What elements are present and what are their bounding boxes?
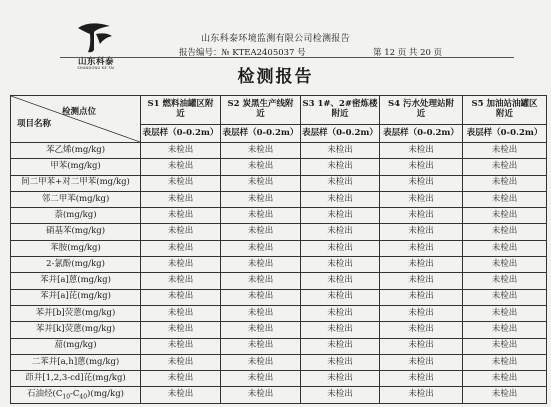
table-row (11, 338, 547, 354)
result-cell: 未检出 (463, 371, 547, 387)
result-cell: 未检出 (380, 322, 463, 338)
result-cell: 未检出 (221, 224, 301, 240)
result-cell: 未检出 (380, 338, 463, 354)
result-cell: 未检出 (141, 143, 221, 159)
result-cell: 未检出 (141, 208, 221, 224)
result-cell: 未检出 (463, 273, 547, 289)
sample-depth-label: 表层样（0-0.2m） (221, 125, 301, 143)
result-cell: 未检出 (380, 191, 463, 207)
result-cell: 未检出 (301, 371, 380, 387)
result-cell: 未检出 (380, 289, 463, 305)
result-cell: 未检出 (463, 305, 547, 321)
result-cell: 未检出 (221, 175, 301, 191)
page-number: 第 12 页 共 20 页 (373, 48, 443, 58)
table-row (11, 240, 547, 256)
table-row (11, 224, 547, 240)
result-cell: 未检出 (380, 240, 463, 256)
company-name: 山东科泰环境监测有限公司检测报告 (201, 34, 350, 44)
result-cell: 未检出 (221, 208, 301, 224)
logo-text-en: SHANDONG KE TAI (77, 66, 115, 70)
table-row (11, 354, 547, 370)
logo-text-cn: 山东科泰 (77, 57, 114, 67)
result-cell: 未检出 (141, 257, 221, 273)
report-number: 报告编号：№ KTEA2405037 号 (179, 48, 306, 58)
result-cell: 未检出 (141, 175, 221, 191)
result-cell: 未检出 (463, 143, 547, 159)
result-cell: 未检出 (463, 387, 547, 403)
results-table (10, 95, 547, 404)
item-name: 苯胺(mg/kg) (11, 240, 141, 256)
result-cell: 未检出 (221, 191, 301, 207)
table-row (11, 175, 547, 191)
result-cell: 未检出 (141, 224, 221, 240)
result-cell: 未检出 (380, 354, 463, 370)
result-cell: 未检出 (221, 159, 301, 175)
item-name: 苯并[a]蒽(mg/kg) (11, 273, 141, 289)
result-cell: 未检出 (301, 175, 380, 191)
result-cell: 未检出 (301, 143, 380, 159)
item-name: 硝基苯(mg/kg) (11, 224, 141, 240)
result-cell: 未检出 (463, 208, 547, 224)
result-cell: 未检出 (380, 159, 463, 175)
result-cell: 未检出 (380, 143, 463, 159)
result-cell: 未检出 (141, 371, 221, 387)
result-cell: 未检出 (221, 273, 301, 289)
result-cell: 未检出 (221, 387, 301, 403)
result-cell: 未检出 (463, 159, 547, 175)
result-cell: 未检出 (141, 159, 221, 175)
table-row (11, 387, 547, 403)
result-cell: 未检出 (380, 257, 463, 273)
result-cell: 未检出 (380, 175, 463, 191)
result-cell: 未检出 (301, 159, 380, 175)
item-name: 苯并[a]芘(mg/kg) (11, 289, 141, 305)
document-title: 检测报告 (237, 67, 314, 87)
result-cell: 未检出 (301, 240, 380, 256)
sample-depth-label: 表层样（0-0.2m） (463, 125, 547, 143)
item-name: 2-氯酚(mg/kg) (11, 257, 141, 273)
sample-depth-label: 表层样（0-0.2m） (141, 125, 221, 143)
result-cell: 未检出 (301, 387, 380, 403)
result-cell: 未检出 (301, 354, 380, 370)
table-row (11, 143, 547, 159)
result-cell: 未检出 (301, 208, 380, 224)
result-cell: 未检出 (380, 273, 463, 289)
corner-cell (11, 96, 141, 143)
result-cell: 未检出 (221, 240, 301, 256)
result-cell: 未检出 (221, 143, 301, 159)
result-cell: 未检出 (141, 273, 221, 289)
item-name: 苯并[k]荧蒽(mg/kg) (11, 322, 141, 338)
sample-depth-label: 表层样（0-0.2m） (380, 125, 463, 143)
result-cell: 未检出 (301, 322, 380, 338)
result-cell: 未检出 (463, 175, 547, 191)
corner-item-label: 项目名称 (17, 119, 52, 130)
result-cell: 未检出 (221, 322, 301, 338)
table-row (11, 371, 547, 387)
table-row (11, 305, 547, 321)
table-row (11, 273, 547, 289)
table-row (11, 159, 547, 175)
result-cell: 未检出 (301, 257, 380, 273)
result-cell: 未检出 (221, 289, 301, 305)
result-cell: 未检出 (141, 305, 221, 321)
result-cell: 未检出 (463, 289, 547, 305)
table-row (11, 257, 547, 273)
result-cell: 未检出 (380, 387, 463, 403)
item-name: 苯并[b]荧蒽(mg/kg) (11, 305, 141, 321)
result-cell: 未检出 (301, 191, 380, 207)
result-cell: 未检出 (380, 224, 463, 240)
result-cell: 未检出 (380, 305, 463, 321)
result-cell: 未检出 (301, 289, 380, 305)
result-cell: 未检出 (463, 240, 547, 256)
result-cell: 未检出 (141, 191, 221, 207)
result-cell: 未检出 (463, 191, 547, 207)
site-header: S4 污水处理站附 近 (380, 96, 463, 125)
corner-site-label: 检测点位 (61, 107, 96, 117)
result-cell: 未检出 (221, 257, 301, 273)
result-cell: 未检出 (463, 354, 547, 370)
result-cell: 未检出 (141, 240, 221, 256)
result-cell: 未检出 (221, 305, 301, 321)
table-row (11, 289, 547, 305)
result-cell: 未检出 (463, 257, 547, 273)
item-name: 石油烃$(C_{10}-C_{40})(mg/kg)$ (11, 387, 141, 403)
item-name: 茚并[1,2,3-cd]芘(mg/kg) (11, 371, 141, 387)
header-rule (60, 57, 514, 58)
result-cell: 未检出 (380, 208, 463, 224)
site-header: S2 炭黑生产线附 近 (221, 96, 301, 125)
result-cell: 未检出 (141, 322, 221, 338)
result-cell: 未检出 (463, 322, 547, 338)
site-header-row (11, 96, 547, 125)
item-name: 邻二甲苯(mg/kg) (11, 191, 141, 207)
result-cell: 未检出 (141, 338, 221, 354)
table-row (11, 208, 547, 224)
result-cell: 未检出 (301, 224, 380, 240)
result-cell: 未检出 (463, 338, 547, 354)
result-cell: 未检出 (141, 289, 221, 305)
item-name: 二苯并[a,h]蒽(mg/kg) (11, 354, 141, 370)
result-cell: 未检出 (301, 273, 380, 289)
result-cell: 未检出 (141, 354, 221, 370)
result-cell: 未检出 (221, 354, 301, 370)
table-row (11, 322, 547, 338)
site-header: S3 1#、2#密炼楼 附近 (301, 96, 380, 125)
result-cell: 未检出 (221, 371, 301, 387)
result-cell: 未检出 (301, 338, 380, 354)
result-cell: 未检出 (221, 338, 301, 354)
item-name: 苯乙烯(mg/kg) (11, 143, 141, 159)
site-header: S1 燃料油罐区附 近 (141, 96, 221, 125)
result-cell: 未检出 (301, 305, 380, 321)
sample-depth-label: 表层样（0-0.2m） (301, 125, 380, 143)
item-name: 甲苯(mg/kg) (11, 159, 141, 175)
table-row (11, 191, 547, 207)
site-header: S5 加油站油罐区 附近 (463, 96, 547, 125)
item-name: 萘(mg/kg) (11, 208, 141, 224)
item-name: 䓛(mg/kg) (11, 338, 141, 354)
result-cell: 未检出 (380, 371, 463, 387)
result-cell: 未检出 (463, 224, 547, 240)
item-name: 间二甲苯+对二甲苯(mg/kg) (11, 175, 141, 191)
result-cell: 未检出 (141, 387, 221, 403)
